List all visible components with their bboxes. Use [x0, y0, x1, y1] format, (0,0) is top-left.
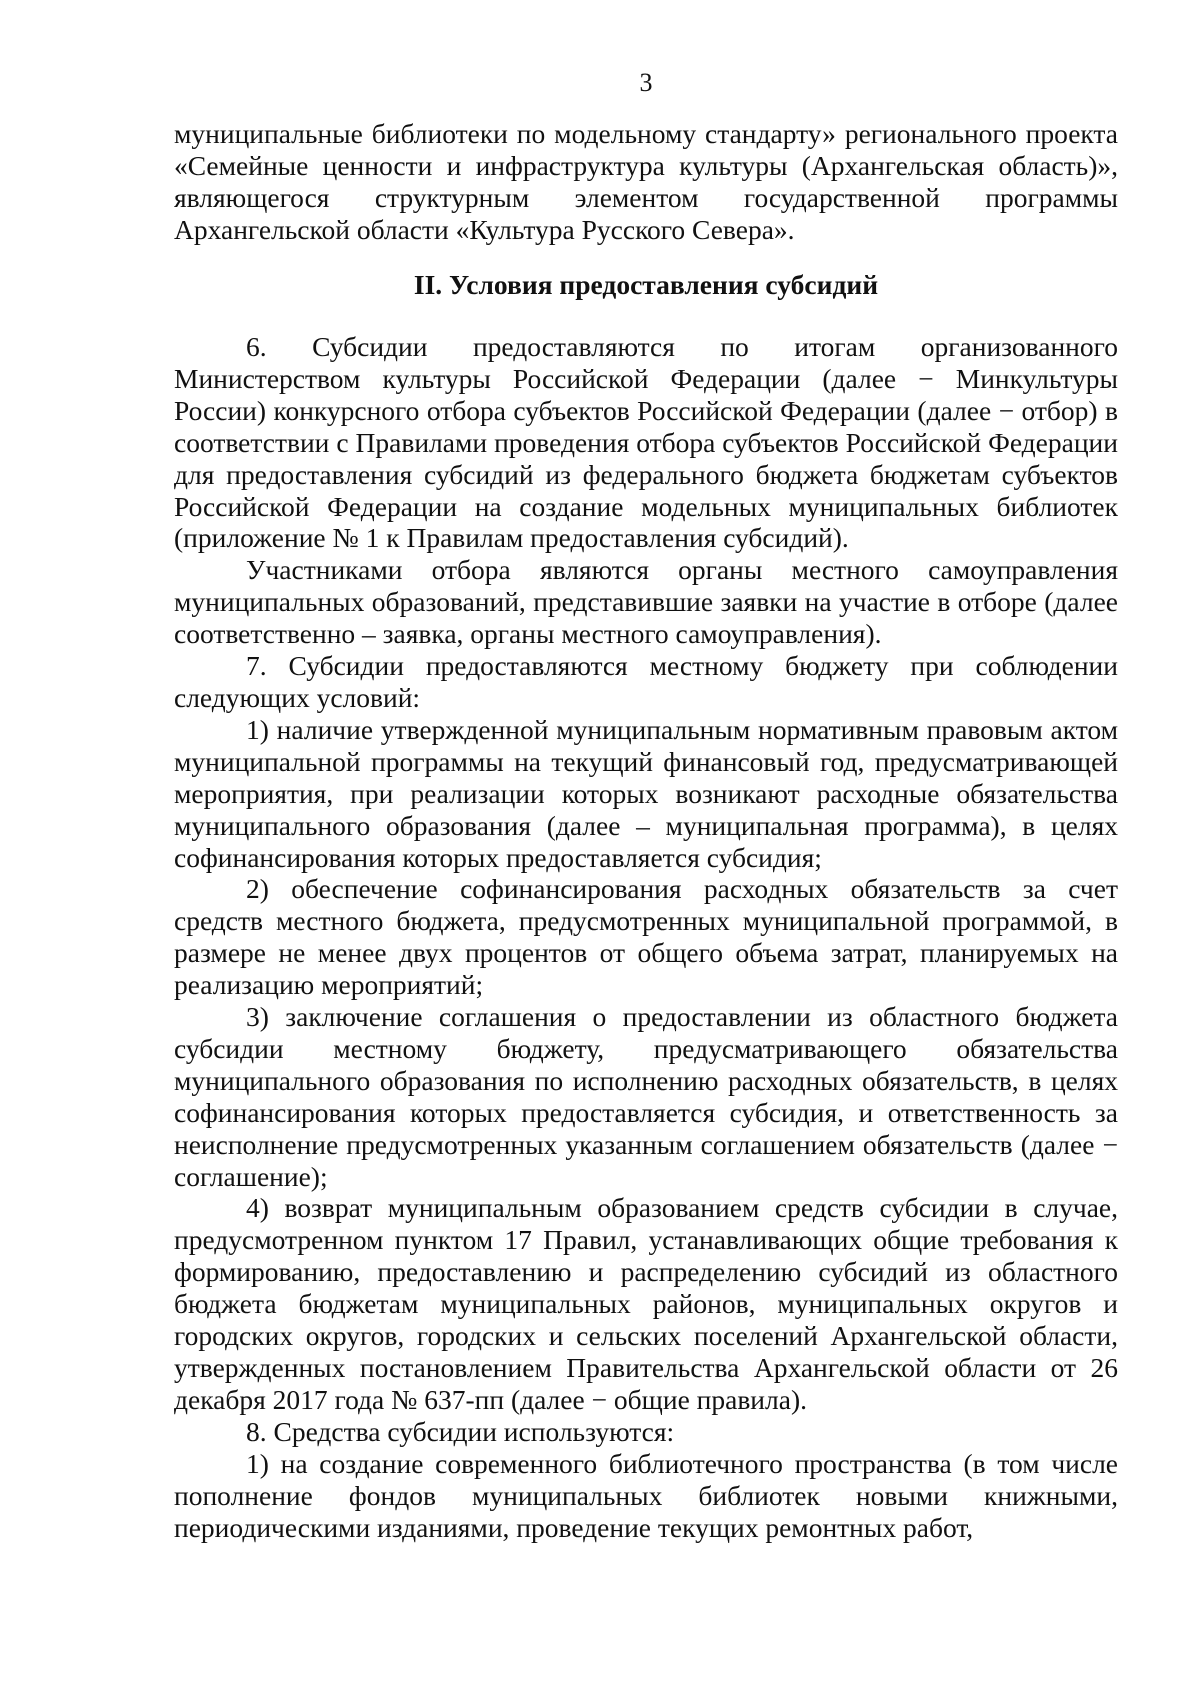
section-heading-block — [174, 269, 1118, 301]
paragraph-6: 6. Субсидии предоставляются по итогам организованного Министерством культуры Российской Федерации (далее − Минкультуры России) конкурсного отбора субъектов Российской Федерации (далее − отбор) в соответствии с Правилами проведения отбора субъектов Российской Федерации для предоставления субсидий из федерального бюджета бюджетам субъектов Российской Федерации на создание модельных муниципальных библиотек (приложение № 1 к Правилам предоставления субсидий). — [174, 331, 1118, 554]
intro-paragraph: муниципальные библиотеки по модельному стандарту» регионального проекта «Семейные ценности и инфраструктура культуры (Архангельская область)», являющегося структурным элементом государственной программы Архангельской области «Культура Русского Севера». — [174, 118, 1118, 245]
paragraph-8-item-1: 1) на создание современного библиотечного пространства (в том числе пополнение фондов муниципальных библиотек новыми книжными, периодическими изданиями, проведение текущих ремонтных работ, — [174, 1447, 1118, 1543]
body-text — [174, 331, 1118, 1543]
paragraph-participants: Участниками отбора являются органы местного самоуправления муниципальных образований, представившие заявки на участие в отборе (далее соответственно – заявка, органы местного самоуправления). — [174, 554, 1118, 650]
paragraph-8: 8. Средства субсидии используются: — [246, 1415, 675, 1447]
paragraph-7-item-1: 1) наличие утвержденной муниципальным нормативным правовым актом муниципальной программы на текущий финансовый год, предусматривающей мероприятия, при реализации которых возникают расходные обязательства муниципального образования (далее – муниципальная программа), в целях софинансирования которых предоставляется субсидия; — [174, 713, 1118, 873]
section-heading: II. Условия предоставления субсидий — [413, 269, 879, 300]
paragraph-7-item-4: 4) возврат муниципальным образованием средств субсидии в случае, предусмотренном пунктом 17 Правил, устанавливающих общие требования к формированию, предоставлению и распределению субсидий из областного бюджета бюджетам муниципальных районов, муниципальных округов и городских округов, городских и сельских поселений Архангельской области, утвержденных постановлением Правительства Архангельской области от 26 декабря 2017 года № 637-пп (далее − общие правила). — [174, 1192, 1118, 1415]
intro-paragraph-block — [174, 118, 1118, 246]
paragraph-7-item-2: 2) обеспечение софинансирования расходных обязательств за счет средств местного бюджета, предусмотренных муниципальной программой, в размере не менее двух процентов от общего объема затрат, планируемых на реализацию мероприятий; — [174, 873, 1118, 1001]
paragraph-7: 7. Субсидии предоставляются местному бюджету при соблюдении следующих условий: — [174, 650, 1118, 713]
paragraph-7-item-3: 3) заключение соглашения о предоставлении из областного бюджета субсидии местному бюджету, предусматривающего обязательства муниципального образования по исполнению расходных обязательств, в целях софинансирования которых предоставляется субсидия, и ответственность за неисполнение предусмотренных указанным соглашением обязательств (далее − соглашение); — [174, 1001, 1118, 1192]
page-number: 3 — [639, 68, 653, 97]
